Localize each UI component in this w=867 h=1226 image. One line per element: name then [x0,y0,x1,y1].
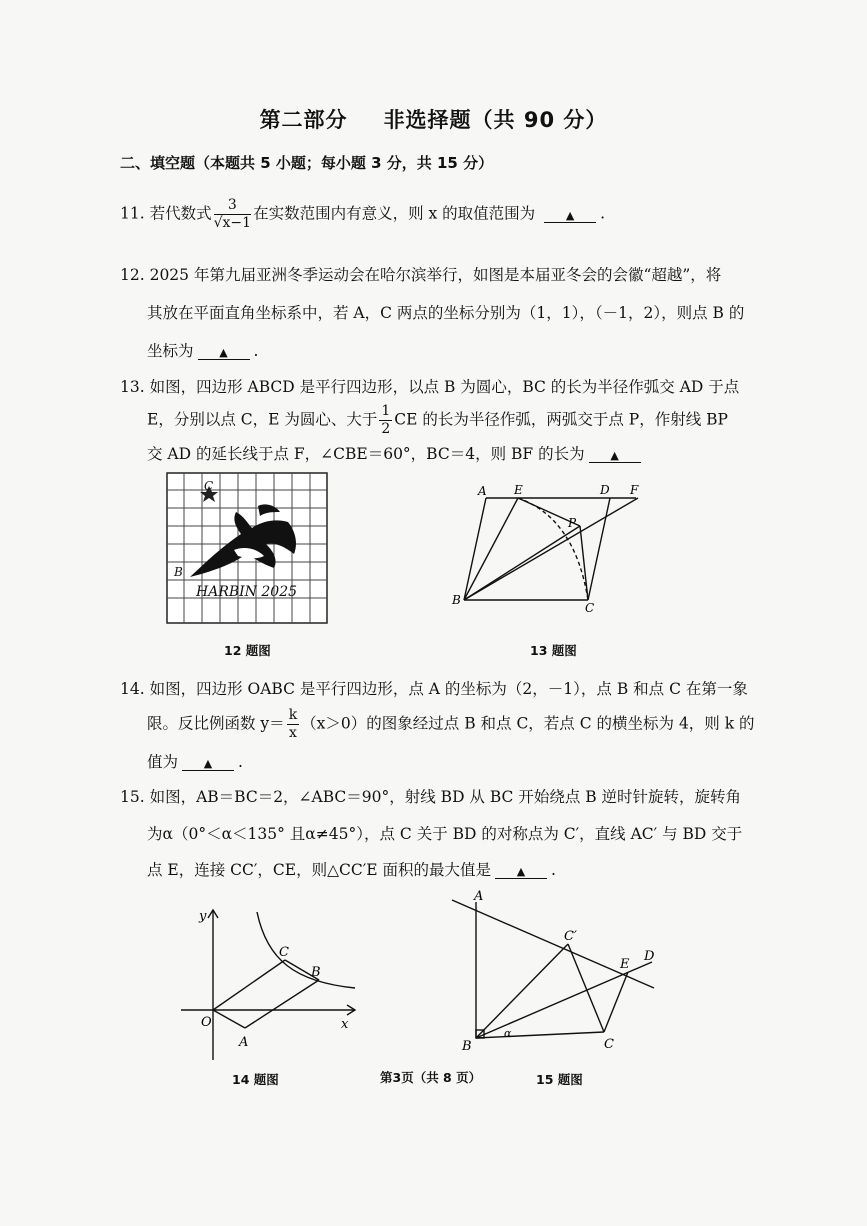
figure-14-coordinate-plane [175,900,365,1065]
answer-blank-13[interactable]: ▲ [589,449,641,463]
question-12-line3: 坐标为 ▲ . [147,342,259,360]
figure-13-caption: 13 题图 [530,643,577,658]
question-13-line3: 交 AD 的延长线于点 F，∠CBE＝60°，BC＝4，则 BF 的长为 ▲ [147,442,645,464]
q13-fraction: $\frac{1}{2}$ [381,403,391,437]
question-14-line1: 14. 如图，四边形 OABC 是平行四边形，点 A 的坐标为（2，－1），点 B 和点 C 在第一象 [120,680,748,698]
figure-15-caption: 15 题图 [536,1072,583,1087]
fig14-label-c: C [279,945,289,960]
fig15-label-d: D [644,949,655,964]
fig13-label-e: E [514,483,523,497]
page-number: 第3页（共 8 页） [380,1070,482,1085]
fig15-label-c: C [604,1037,614,1052]
question-14-line3: 值为 ▲ . [147,753,243,771]
fig15-label-c-prime: C′ [564,929,577,944]
question-11: 11. 若代数式 $\frac{3}{√x-1}$ 在实数范围内有意义，则 x 的取值范围为 ▲ . [120,197,606,231]
figure-13-parallelogram [450,478,650,618]
fig13-label-d: D [600,483,610,497]
answer-blank-15[interactable]: ▲ [495,865,547,879]
question-12-line1: 12. 2025 年第九届亚洲冬季运动会在哈尔滨举行，如图是本届亚冬会的会徽“超越”，将 [120,266,722,284]
question-12-line2: 其放在平面直角坐标系中，若 A，C 两点的坐标分别为（1，1），（－1，2），则点 B 的 [147,304,745,322]
fig14-label-b: B [311,965,321,980]
fig12-logo-text: HARBIN 2025 [196,584,298,600]
part-title: 非选择题（共 90 分） [383,108,608,132]
fig13-label-c: C [585,601,595,615]
question-15-line1: 15. 如图，AB＝BC＝2，∠ABC＝90°，射线 BD 从 BC 开始绕点 B 逆时针旋转，旋转角 [120,788,742,806]
q11-fraction: $\frac{3}{√x-1}$ [213,197,252,231]
question-15-line3: 点 E，连接 CC′，CE，则△CC′E 面积的最大值是 ▲ . [147,861,556,879]
question-14-line2: 限。反比例函数 y＝ $\frac{k}{x}$ （x＞0）的图象经过点 B 和点 C，若点 C 的横坐标为 4，则 k 的 [147,707,755,741]
answer-blank-12[interactable]: ▲ [198,346,250,360]
fig15-label-alpha: α [504,1027,512,1040]
q14-fraction: $\frac{k}{x}$ [288,707,298,741]
question-13-line1: 13. 如图，四边形 ABCD 是平行四边形，以点 B 为圆心，BC 的长为半径作弧交 AD 于点 [120,378,740,396]
question-15-line2: 为α（0°＜α＜135° 且α≠45°），点 C 关于 BD 的对称点为 C′，直线 AC′ 与 BD 交于 [147,825,743,843]
question-13-line2: E，分别以点 C，E 为圆心、大于 $\frac{1}{2}$ CE 的长为半径作弧，两弧交于点 P，作射线 BP [147,403,728,437]
fig15-label-b: B [462,1039,472,1054]
fig14-label-x: x [341,1017,349,1032]
figure-15-rotation [448,888,663,1060]
answer-blank-11[interactable]: ▲ [544,209,596,223]
figure-12-caption: 12 题图 [224,643,271,658]
fig13-label-b: B [452,593,461,607]
fig15-label-e: E [620,957,630,972]
fig12-label-c: C [204,479,214,493]
answer-blank-14[interactable]: ▲ [182,757,234,771]
fig15-label-a: A [474,889,484,904]
fig14-label-y: y [199,909,207,924]
figure-12-logo-grid [166,472,328,624]
fig13-label-f: F [630,483,639,497]
fig12-label-b: B [174,565,183,579]
section-heading: 二、填空题（本题共 5 小题；每小题 3 分，共 15 分） [120,154,494,172]
fig13-label-p: P [568,516,577,530]
fig13-label-a: A [478,484,487,498]
fig14-label-o: O [201,1015,212,1030]
fig14-label-a: A [239,1035,249,1050]
figure-14-caption: 14 题图 [232,1072,279,1087]
part-label: 第二部分 [259,108,348,132]
page-title [0,104,867,134]
